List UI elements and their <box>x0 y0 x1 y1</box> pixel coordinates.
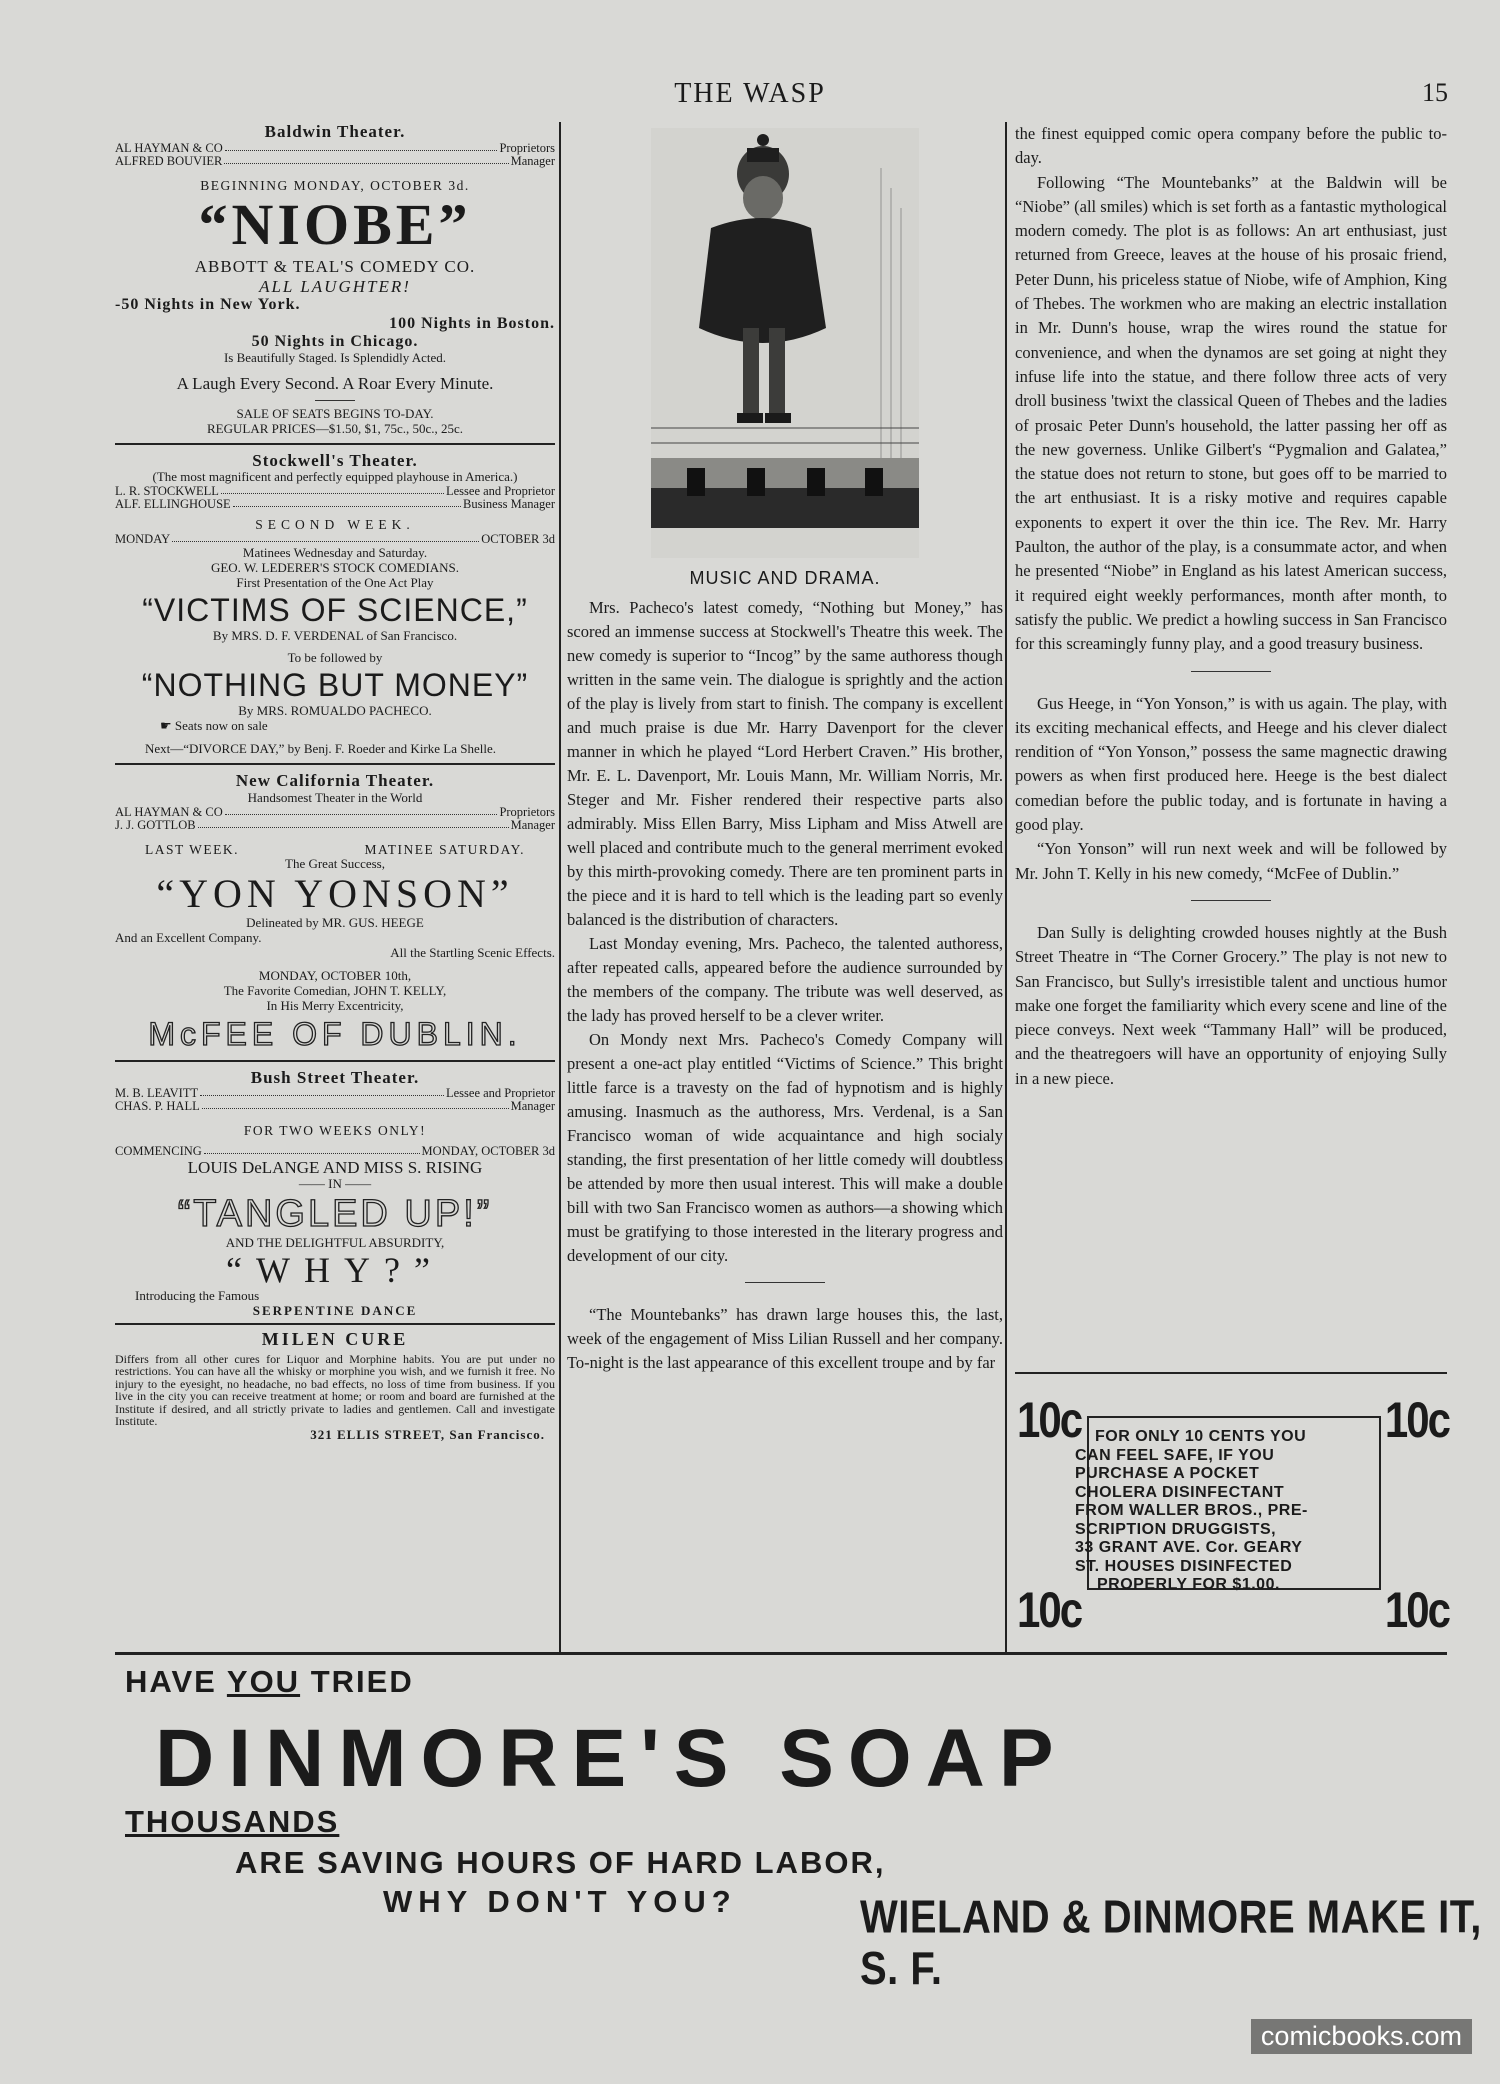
divider <box>1191 671 1271 672</box>
california-listing <box>115 771 555 1054</box>
theater-name: Baldwin Theater. <box>264 122 406 141</box>
article-paragraph: the finest equipped comic opera company before the public to-day. <box>1015 124 1447 168</box>
staff-row: AL HAYMAN & CO Proprietors <box>115 804 555 819</box>
staff-row: ALFRED BOUVIER Manager <box>115 153 555 168</box>
first-presentation: First Presentation of the One Act Play <box>236 574 434 590</box>
staff-row: M. B. LEAVITT Lessee and Proprietor <box>115 1086 555 1101</box>
staff-row: AL HAYMAN & CO Proprietors <box>115 140 555 155</box>
date-row: COMMENCING MONDAY, OCTOBER 3d <box>115 1143 555 1158</box>
play-title: “VICTIMS OF SCIENCE,” <box>142 591 528 628</box>
run-ny: -50 Nights in New York. <box>115 296 301 314</box>
section-title: MUSIC AND DRAMA. <box>689 568 881 588</box>
company-line: GEO. W. LEDERER'S STOCK COMEDIANS. <box>210 559 460 575</box>
run-chicago: 50 Nights in Chicago. <box>251 332 419 350</box>
matinees-line: Matinees Wednesday and Saturday. <box>242 544 428 560</box>
tagline: ALL LAUGHTER! <box>259 276 411 296</box>
article-paragraph: On Mondy next Mrs. Pacheco's Comedy Company will present a one-act play entitled “Victims of Science.” This bright little farce is a travesty on the fad of hypnotism and is highly amusing. Inasmuch as the authoress, Mrs. Verdenal, is a San Francisco woman of wide acquaintance and high socialy standing, the first presentation of her little comedy will doubtless be attended by more then usual interest. This will make a double bill with two San Francisco women as authors—a showing which must be gratifying to those interested in the literary progress and development of our city. <box>567 1030 1003 1265</box>
show-title: “TANGLED UP!” <box>177 1193 493 1236</box>
column-rule <box>1005 122 1007 1654</box>
delineated-line: Delineated by MR. GUS. HEEGE <box>246 915 424 931</box>
ad-line: ARE SAVING HOURS OF HARD LABOR, <box>235 1845 886 1880</box>
merry-line: In His Merry Excentricity, <box>266 997 404 1013</box>
date-row: MONDAY OCTOBER 3d <box>115 531 555 546</box>
play-title: “NOTHING BUT MONEY” <box>141 667 529 704</box>
show-title: “YON YONSON” <box>156 871 514 917</box>
article-paragraph: Last Monday evening, Mrs. Pacheco, the talented authoress, after repeated calls, appeared before the audience surrounded by the members of the company. The tribute was well deserved, as the lady has proved herself to be a clever writer. <box>567 934 1003 1025</box>
price-mark: 10c <box>1017 1391 1082 1448</box>
page-header <box>0 78 1500 112</box>
next-line: Next—“DIVORCE DAY,” by Benj. F. Roeder and Kirke La Shelle. <box>145 741 496 757</box>
theater-desc: Handsomest Theater in the World <box>247 789 423 805</box>
ad-line: WHY DON'T YOU? <box>383 1884 737 1919</box>
divider <box>115 1323 555 1325</box>
two-weeks-line: FOR TWO WEEKS ONLY! <box>243 1123 427 1139</box>
divider <box>115 443 555 445</box>
beginning-date: BEGINNING MONDAY, OCTOBER 3d. <box>200 177 470 193</box>
cartoon-illustration <box>651 128 919 558</box>
show-title-2: “WHY?” <box>226 1250 444 1291</box>
article-paragraph: “Yon Yonson” will run next week and will be followed by Mr. John T. Kelly in his new comedy, “McFee of Dublin.” <box>1015 839 1447 883</box>
next-show: McFEE OF DUBLIN. <box>148 1015 522 1052</box>
jester-figure-icon <box>651 128 919 558</box>
price-mark: 10c <box>1384 1581 1449 1638</box>
sale-line: SALE OF SEATS BEGINS TO-DAY. <box>236 405 434 421</box>
followed-line: To be followed by <box>287 650 383 666</box>
music-drama-column <box>567 122 1003 1375</box>
page-number: 15 <box>1422 78 1448 107</box>
divider <box>745 1282 825 1283</box>
divider <box>115 1652 1447 1655</box>
staff-row: CHAS. P. HALL Manager <box>115 1099 555 1114</box>
article-paragraph: Gus Heege, in “Yon Yonson,” is with us again. The play, with its exciting mechanical effects, and Heege and his clever dialect rendition of “Yon Yonson,” possess the same magnectic drawing powers as when first produced here. Heege is the best dialect comedian before the public today, and is fortunate in having a good play. <box>1015 693 1447 835</box>
company-line: And an Excellent Company. <box>115 930 262 946</box>
watermark: comicbooks.com <box>1251 2019 1472 2054</box>
page-title: THE WASP <box>674 78 826 109</box>
column-rule <box>559 122 561 1654</box>
effects-line: All the Startling Scenic Effects. <box>390 945 555 960</box>
company-name: ABBOTT & TEAL'S COMEDY CO. <box>194 257 476 277</box>
show-title: “NIOBE” <box>198 192 472 258</box>
ad-line: THOUSANDS <box>125 1804 340 1839</box>
week-label: SECOND WEEK. <box>255 517 415 533</box>
article-column-continued <box>1015 122 1447 1091</box>
great-line: The Great Success, <box>285 856 385 872</box>
laugh-line: A Laugh Every Second. A Roar Every Minute. <box>176 374 494 394</box>
theater-name: Bush Street Theater. <box>250 1067 420 1087</box>
theater-name: Stockwell's Theater. <box>252 450 418 470</box>
article-paragraph: Mrs. Pacheco's latest comedy, “Nothing but Money,” has scored an immense success at Stockwell's Theatre this week. The new comedy is superior to “Incog” by the same authoress though written in the same vein. The dialogue is sprightly and the action of the play is lively from start to finish. The company is excellent and much praise is due Mr. Harry Davenport for the clever manner in which he played “Lord Herbert Craven.” His brother, Mr. E. L. Davenport, Mr. Louis Mann, Mr. William Norris, Mr. Steger and Mr. Fisher rendered their respective parts also admirably. Miss Ellen Barry, Miss Lipham and Miss Atwell are well placed and contribute much to the general merriment evoked by this mirth-provoking comedy. There are ten prominent parts in the piece and it is hard to tell which is the leading part so evenly balanced is the distribution of characters. <box>567 598 1003 929</box>
divider <box>1191 900 1271 901</box>
staged-line: Is Beautifully Staged. Is Splendidly Acted. <box>223 350 447 366</box>
baldwin-listing <box>115 122 555 437</box>
staff-row: J. J. GOTTLOB Manager <box>115 817 555 832</box>
theater-listings-column <box>115 122 555 1443</box>
in-line: —— IN —— <box>298 1176 372 1192</box>
article-paragraph: Following “The Mountebanks” at the Baldwin will be “Niobe” (all smiles) which is set forth as a fantastic mythological modern comedy. The plot is as follows: An art enthusiast, just returned from Greece, leaves at the house of his prosaic friend, Peter Dunn, his priceless statue of Niobe, wife of Amphion, King of Thebes. The workmen who are making an electric installation in Mr. Dunn's house, wrap the wires round the statue for convenience, and when the dynamos are set going at night they infuse life into the statue, and there follow three acts of very droll business 'twixt the classical Queen of Thebes and the ladies of prosaic Peter Dunn's household, the latter passing her off as the new governess. Unlike Gilbert's “Pygmalion and Galatea,” the statue does not return to stone, but goes off to be married to the art enthusiast. It is a risky motive and requires capable exponents to expert it over the thin ice. The Rev. Mr. Harry Paulton, the author of the play, is a consummate actor, and when he presented “Niobe” in England as his latest American success, it required eight weekly performances, month after month, to satisfy the public. We predict a howling success in San Francisco for this screamingly funny play, and a good treasury business. <box>1015 172 1447 654</box>
dance-line: SERPENTINE DANCE <box>252 1303 418 1319</box>
price-mark: 10c <box>1017 1581 1082 1638</box>
product-name: DINMORE'S SOAP <box>155 1713 1068 1804</box>
theater-name: New California Theater. <box>235 771 435 791</box>
run-boston: 100 Nights in Boston. <box>389 314 555 332</box>
pointing-hand-icon: ☛ <box>160 718 175 734</box>
stockwell-listing <box>115 451 555 758</box>
prices-line: REGULAR PRICES—$1.50, $1, 75c., 50c., 25c. <box>206 420 464 436</box>
ad-headline: HAVE YOU TRIED <box>125 1664 414 1699</box>
article-paragraph: Dan Sully is delighting crowded houses nightly at the Bush Street Theatre in “The Corner Grocery.” The play is not new to San Francisco, but Sully's irresistible talent and unctious humor make one forget the familiarity which every scene and line of the piece conveys. Next week “Tammany Hall” will be produced, and the theatregoers will have an opportunity of enjoying Sully in a new piece. <box>1015 922 1447 1088</box>
ad-address: 321 ELLIS STREET, San Francisco. <box>310 1426 545 1442</box>
ad-text: FOR ONLY 10 CENTS YOU CAN FEEL SAFE, IF YOU PURCHASE A POCKET CHOLERA DISINFECTANT FROM WALLER BROS., PRE- SCRIPTION DRUGGISTS, 33 GRANT AVE. Cor. GEARY ST. HOUSES DISINFECTED PROPERLY FOR $1.00. <box>1075 1428 1308 1593</box>
favorite-line: The Favorite Comedian, JOHN T. KELLY, <box>223 982 447 998</box>
play-author: By MRS. ROMUALDO PACHECO. <box>238 703 432 719</box>
seats-line: ☛ Seats now on sale <box>160 718 268 734</box>
waller-bros-ad <box>1017 1386 1449 1640</box>
divider <box>1015 1372 1447 1374</box>
staff-row: ALF. ELLINGHOUSE Business Manager <box>115 497 555 512</box>
theater-desc: (The most magnificent and perfectly equipped playhouse in America.) <box>152 469 518 485</box>
price-mark: 10c <box>1384 1391 1449 1448</box>
staff-row: L. R. STOCKWELL Lessee and Proprietor <box>115 484 555 499</box>
date-line: MONDAY, OCTOBER 10th, <box>258 967 412 983</box>
ad-title: MILEN CURE <box>261 1329 409 1350</box>
ad-text: Differs from all other cures for Liquor and Morphine habits. You are put under no restrictions. You can have all the whisky or morphine you wish, and we furnish it free. No injury to the eyesight, no headache, no bad effects, no loss of time from business. If you live in the city you can receive treatment at home; or room and board are furnished at the Institute if desired, and all strictly private to ladies and gentlemen. Call and investigate Institute. <box>115 1351 555 1429</box>
divider <box>115 1060 555 1062</box>
divider <box>115 763 555 765</box>
milen-cure-ad <box>115 1329 555 1443</box>
introducing-line: Introducing the Famous <box>135 1288 260 1304</box>
stars-line: LOUIS DeLANGE AND MISS S. RISING <box>187 1157 483 1177</box>
play-author: By MRS. D. F. VERDENAL of San Francisco. <box>212 627 458 643</box>
article-paragraph: “The Mountebanks” has drawn large houses this, the last, week of the engagement of Miss Lilian Russell and her company. To-night is the last appearance of this excellent troupe and by far <box>567 1305 1003 1372</box>
week-row: LAST WEEK. MATINEE SATURDAY. <box>145 841 525 857</box>
and-line: AND THE DELIGHTFUL ABSURDITY, <box>225 1235 445 1251</box>
bush-listing <box>115 1068 555 1319</box>
maker-line: WIELAND & DINMORE MAKE IT, S. F. <box>860 1892 1482 1995</box>
